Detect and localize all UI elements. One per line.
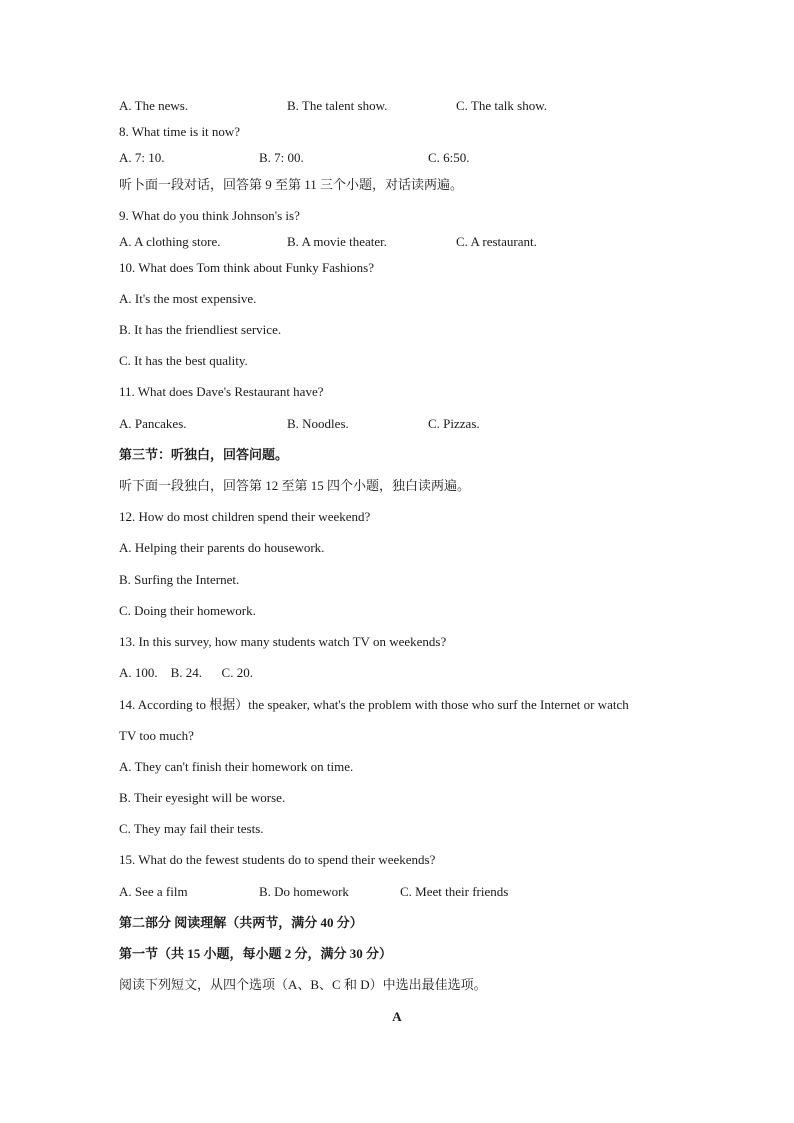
q14-option-a: A. They can't finish their homework on time. [119,759,354,774]
q10-option-c: C. It has the best quality. [119,353,248,368]
q12-option-b: B. Surfing the Internet. [119,572,240,587]
instruction-12-15: 听下面一段独白，回答第 12 至第 15 四个小题，独白读两遍。 [119,478,471,493]
q11-option-b: B. Noodles. [287,416,349,431]
q8-option-a: A. 7: 10. [119,150,165,165]
q14-question-line1: 14. According to 根据）the speaker, what's the problem with those who surf the Internet or watch [119,697,629,712]
q15-option-b: B. Do homework [259,884,349,899]
instruction-9-11: 听卜面一段对话，回答第 9 至第 11 三个小题，对话读两遍。 [119,177,464,192]
q14-option-b: B. Their eyesight will be worse. [119,790,286,805]
reading-instruction: 阅读下列短文，从四个选项（A、B、C 和 D）中选出最佳选项。 [119,977,487,992]
q12-question: 12. How do most children spend their weekend? [119,509,371,524]
q13-options: A. 100. B. 24. C. 20. [119,665,253,680]
q7-option-a: A. The news. [119,98,189,113]
q15-question: 15. What do the fewest students do to spend their weekends? [119,852,436,867]
q8-question: 8. What time is it now? [119,124,241,139]
q11-option-c: C. Pizzas. [428,416,480,431]
q11-question: 11. What does Dave's Restaurant have? [119,384,324,399]
q8-option-b: B. 7: 00. [259,150,304,165]
q10-option-b: B. It has the friendliest service. [119,322,282,337]
q13-question: 13. In this survey, how many students watch TV on weekends? [119,634,447,649]
q7-option-b: B. The talent show. [287,98,388,113]
q8-option-c: C. 6:50. [428,150,470,165]
q7-option-c: C. The talk show. [456,98,547,113]
q9-option-c: C. A restaurant. [456,234,537,249]
q12-option-a: A. Helping their parents do housework. [119,540,325,555]
section1-heading: 第一节（共 15 小题，每小题 2 分，满分 30 分） [119,946,393,961]
q15-option-a: A. See a film [119,884,188,899]
q15-option-c: C. Meet their friends [400,884,509,899]
q11-option-a: A. Pancakes. [119,416,187,431]
q10-option-a: A. It's the most expensive. [119,291,257,306]
section3-heading: 第三节：听独白，回答问题。 [119,447,289,462]
q14-question-line2: TV too much? [119,728,194,743]
q10-question: 10. What does Tom think about Funky Fashions? [119,260,374,275]
q9-option-a: A. A clothing store. [119,234,221,249]
q9-question: 9. What do you think Johnson's is? [119,208,300,223]
passage-label: A [392,1009,402,1024]
q14-option-c: C. They may fail their tests. [119,821,264,836]
q12-option-c: C. Doing their homework. [119,603,256,618]
q9-option-b: B. A movie theater. [287,234,388,249]
part2-heading: 第二部分 阅读理解（共两节，满分 40 分） [119,915,363,930]
